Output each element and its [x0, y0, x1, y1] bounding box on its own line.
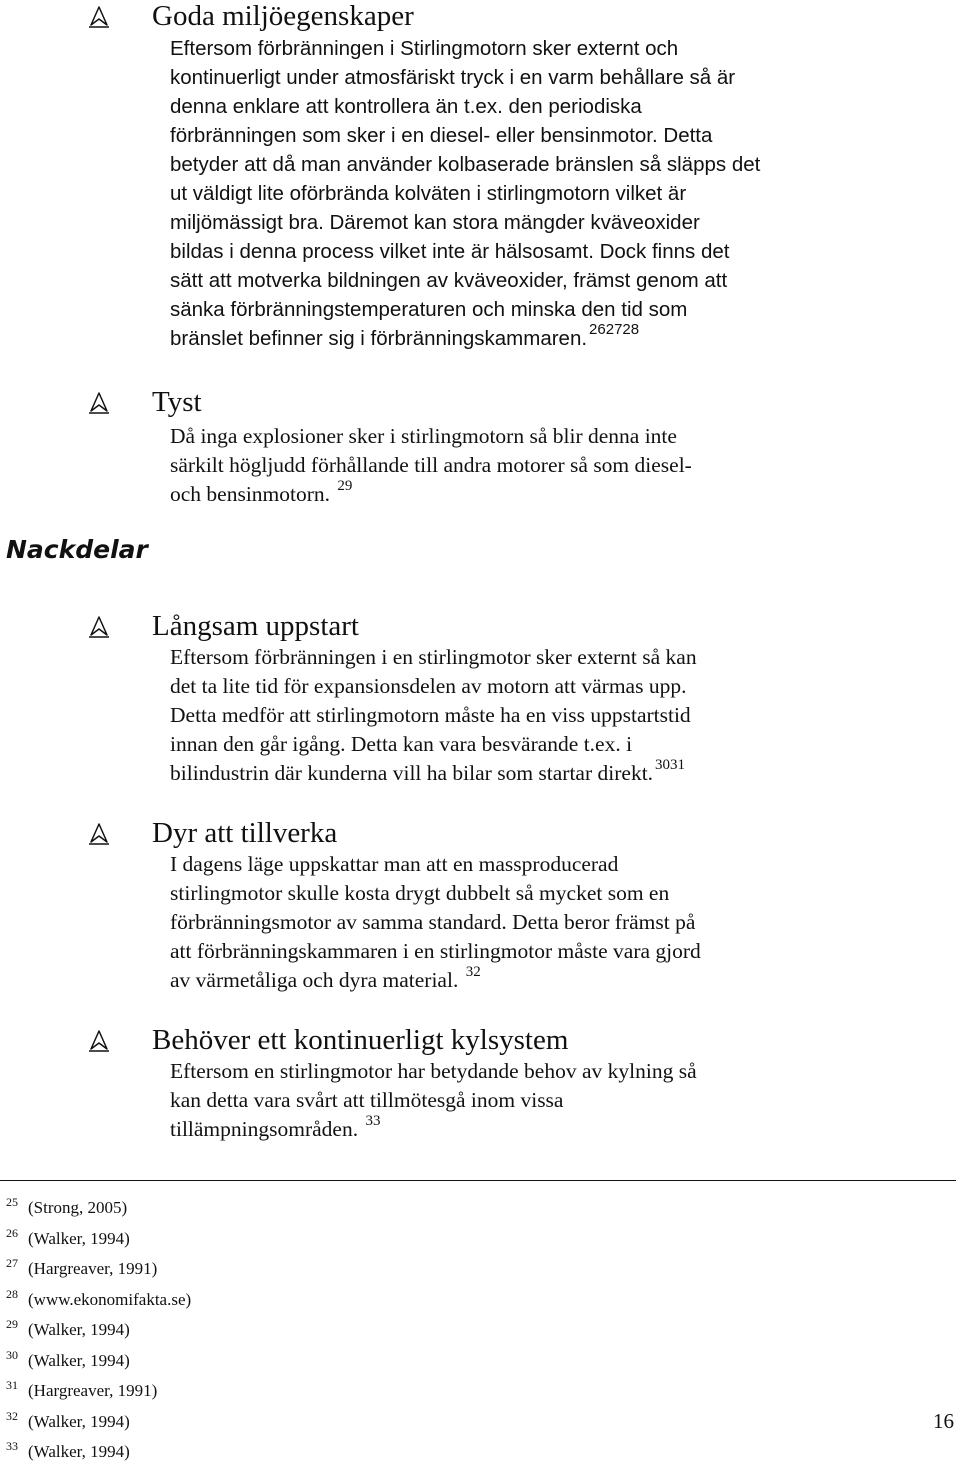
arrow-bullet-icon: [86, 390, 112, 416]
footnote: [6, 1312, 191, 1343]
section-body: Eftersom förbränningen i en stirlingmotor sker externt så kan det ta lite tid för expansionsdelen av motorn att värmas upp. Detta medför att stirlingmotorn måste ha en viss uppstartstid innan den går igång. Detta kan vara besvärande t.ex. i bilindustrin där kunderna vill ha bilar som startar direkt. $^{3031}$: [170, 645, 697, 785]
section-body: I dagens läge uppskattar man att en massproducerad stirlingmotor skulle kosta drygt dubbelt så mycket som en förbränningsmotor av samma standard. Detta beror främst på att förbränningskammaren i en stirlingmotor måste vara gjord av värmetåliga och dyra material. $^{32}$: [170, 852, 701, 992]
footnote: [6, 1373, 191, 1404]
footnote-text: (www.ekonomifakta.se): [28, 1289, 192, 1309]
footnote-number: 30: [6, 1347, 18, 1362]
footnote-text: (Walker, 1994): [28, 1350, 130, 1370]
footnote: [6, 1221, 191, 1252]
footnote: [6, 1404, 191, 1435]
footnote-reference: 33: [365, 1113, 381, 1129]
arrow-bullet-icon: [86, 821, 112, 847]
footnote-number: 33: [6, 1439, 18, 1453]
footnote-divider: [0, 1180, 956, 1181]
footnote-text: (Strong, 2005): [28, 1198, 128, 1217]
footnote-number: 27: [6, 1256, 18, 1270]
footnote-text: (Walker, 1994): [28, 1228, 130, 1248]
footnote-number: 26: [6, 1225, 18, 1240]
footnote-reference: 32: [465, 964, 481, 980]
footnote-number: 28: [6, 1286, 18, 1301]
arrow-bullet-icon: [86, 1028, 112, 1054]
section-body: Då inga explosioner sker i stirlingmotorn så blir denna inte särkilt högljudd förhållande till andra motorer så som diesel- och bensinmotorn. $^{29}$: [170, 424, 692, 506]
arrow-bullet-icon: [86, 4, 112, 30]
footnote-number: 32: [6, 1408, 18, 1423]
section-heading: Goda miljöegenskaper: [152, 0, 414, 32]
section-body: Eftersom förbränningen i Stirlingmotorn sker externt och kontinuerligt under atmosfäriskt tryck i en varm behållare så är denna enklare att kontrollera än t.ex. den periodiska förbränningen som sker i en diesel- eller bensinmotor. Detta betyder att då man använder kolbaserade bränslen så släpps det ut väldigt lite oförbrända kolväten i stirlingmotorn vilket är miljömässigt bra. Däremot kan stora mängder kväveoxider bildas i denna process vilket inte är hälsosamt. Dock finns det sätt att motverka bildningen av kväveoxider, främst genom att sänka förbränningstemperaturen och minska den tid som bränslet befinner sig i förbränningskammaren. $^{262728}$: [170, 37, 761, 350]
footnote-reference: 3031: [655, 757, 686, 773]
section-heading: Behöver ett kontinuerligt kylsystem: [152, 1024, 569, 1056]
footnote-number: 25: [6, 1195, 18, 1209]
section-body: Eftersom en stirlingmotor har betydande behov av kylning så kan detta vara svårt att tillmötesgå inom vissa tillämpningsområden. $^{33}$: [170, 1059, 697, 1141]
footnote-text: (Hargreaver, 1991): [28, 1381, 158, 1400]
footnote-text: (Hargreaver, 1991): [28, 1259, 158, 1278]
page-number: 16: [933, 1409, 954, 1433]
footnote-text: (Walker, 1994): [28, 1320, 130, 1339]
footnote-reference: 262728: [589, 321, 640, 338]
footnote-number: 29: [6, 1317, 18, 1331]
footnote: [6, 1282, 191, 1313]
section-title-nackdelar: Nackdelar: [6, 535, 148, 564]
footnote: [6, 1343, 191, 1374]
section-heading: Dyr att tillverka: [152, 817, 338, 849]
footnotes-list: [6, 1190, 191, 1465]
footnote: [6, 1434, 191, 1465]
section-heading: Tyst: [152, 386, 202, 418]
footnote: [6, 1251, 191, 1282]
footnote-text: (Walker, 1994): [28, 1411, 130, 1431]
arrow-bullet-icon: [86, 614, 112, 640]
section-heading: Långsam uppstart: [152, 610, 359, 642]
footnote-number: 31: [6, 1378, 18, 1392]
footnote-reference: 29: [337, 478, 353, 494]
footnote-text: (Walker, 1994): [28, 1442, 130, 1461]
footnote: [6, 1190, 191, 1221]
